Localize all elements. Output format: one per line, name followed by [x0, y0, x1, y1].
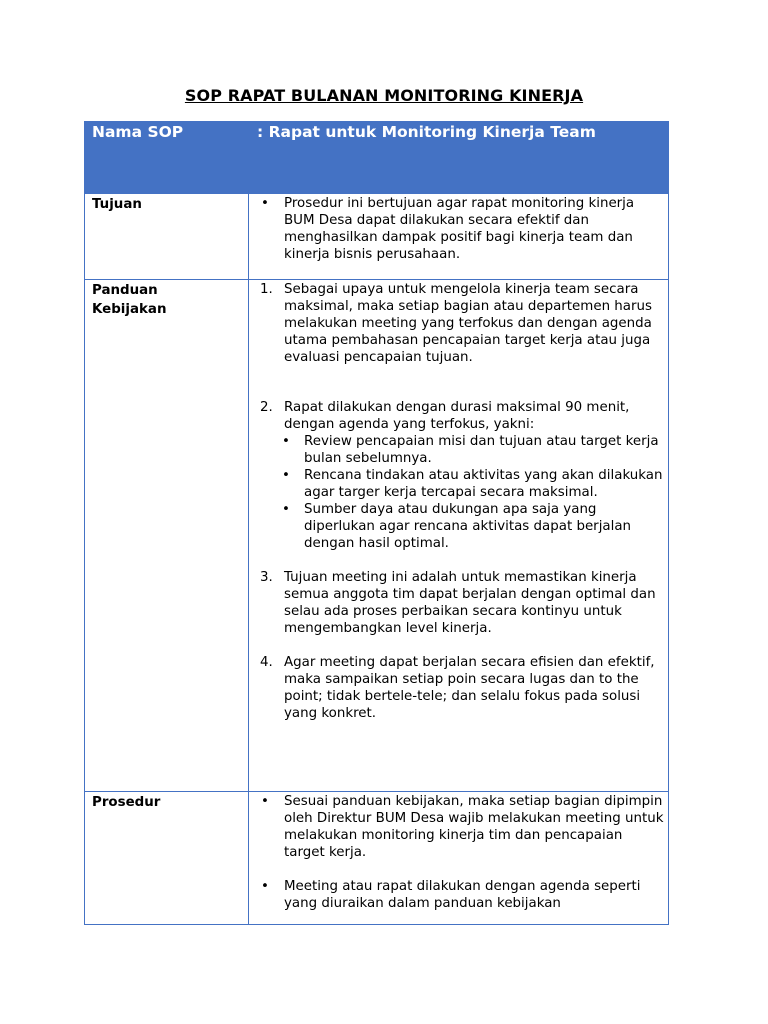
list-number: 4. [260, 655, 273, 670]
sub-list-item [257, 501, 664, 552]
sub-list-item-text: Rencana tindakan atau aktivitas yang akan dilakukan agar targer kerja tercapai secara maksimal. [304, 468, 663, 500]
list-item-text: Agar meeting dapat berjalan secara efisien dan efektif, maka sampaikan setiap poin secara lugas dan to the point; tidak bertele-tele; dan selalu fokus pada solusi yang konkret. [284, 655, 655, 721]
header-label: Nama SOP [85, 122, 249, 194]
table-row-panduan [85, 280, 669, 792]
list-item [257, 654, 664, 722]
table-row-tujuan [85, 194, 669, 280]
tujuan-list [257, 195, 664, 263]
prosedur-list [257, 793, 664, 912]
header-value: : Rapat untuk Monitoring Kinerja Team [249, 122, 669, 194]
list-item [257, 399, 664, 433]
bullet-icon: • [282, 434, 290, 449]
panduan-label-line1: Panduan [92, 283, 158, 298]
list-number: 1. [260, 282, 273, 297]
table-header-row [85, 122, 669, 194]
list-item-text: Meeting atau rapat dilakukan dengan agenda seperti yang diuraikan dalam panduan kebijakan [284, 879, 641, 911]
list-item-text: Sesuai panduan kebijakan, maka setiap bagian dipimpin oleh Direktur BUM Desa wajib melakukan meeting untuk melakukan monitoring kinerja tim dan pencapaian target kerja. [284, 794, 664, 860]
list-item-text: Tujuan meeting ini adalah untuk memastikan kinerja semua anggota tim dapat berjalan dengan optimal dan selau ada proses perbaikan secara kontinyu untuk mengembangkan level kinerja. [284, 570, 656, 636]
panduan-label-line2: Kebijakan [92, 302, 167, 317]
sub-list-item [257, 433, 664, 467]
sub-list-item-text: Sumber daya atau dukungan apa saja yang diperlukan agar rencana aktivitas dapat berjalan dengan hasil optimal. [304, 502, 632, 551]
prosedur-content [249, 792, 669, 925]
panduan-list [257, 281, 664, 722]
bullet-icon: • [282, 502, 290, 517]
prosedur-label: Prosedur [85, 792, 249, 925]
document-title: SOP RAPAT BULANAN MONITORING KINERJA [184, 86, 584, 105]
panduan-content [249, 280, 669, 792]
tujuan-label: Tujuan [85, 194, 249, 280]
list-item-text: Sebagai upaya untuk mengelola kinerja team secara maksimal, maka setiap bagian atau departemen harus melakukan meeting yang terfokus dan dengan agenda utama pembahasan pencapaian target kerja atau juga evaluasi pencapaian tujuan. [284, 282, 652, 365]
list-item [257, 569, 664, 637]
bullet-icon: • [261, 794, 269, 809]
list-item [257, 281, 664, 366]
list-item [257, 195, 664, 263]
bullet-icon: • [261, 879, 269, 894]
sub-list-item [257, 467, 664, 501]
list-number: 3. [260, 570, 273, 585]
bullet-icon: • [261, 196, 269, 211]
list-item [257, 793, 664, 861]
sop-table [84, 121, 669, 925]
bullet-icon: • [282, 468, 290, 483]
tujuan-content [249, 194, 669, 280]
list-item [257, 878, 664, 912]
table-row-prosedur [85, 792, 669, 925]
sub-list-item-text: Review pencapaian misi dan tujuan atau target kerja bulan sebelumnya. [304, 434, 659, 466]
panduan-label [85, 280, 249, 792]
list-number: 2. [260, 400, 273, 415]
list-item-text: Prosedur ini bertujuan agar rapat monitoring kinerja BUM Desa dapat dilakukan secara efektif dan menghasilkan dampak positif bagi kinerja team dan kinerja bisnis perusahaan. [284, 196, 635, 262]
list-item-text: Rapat dilakukan dengan durasi maksimal 90 menit, dengan agenda yang terfokus, yakni: [284, 400, 630, 432]
